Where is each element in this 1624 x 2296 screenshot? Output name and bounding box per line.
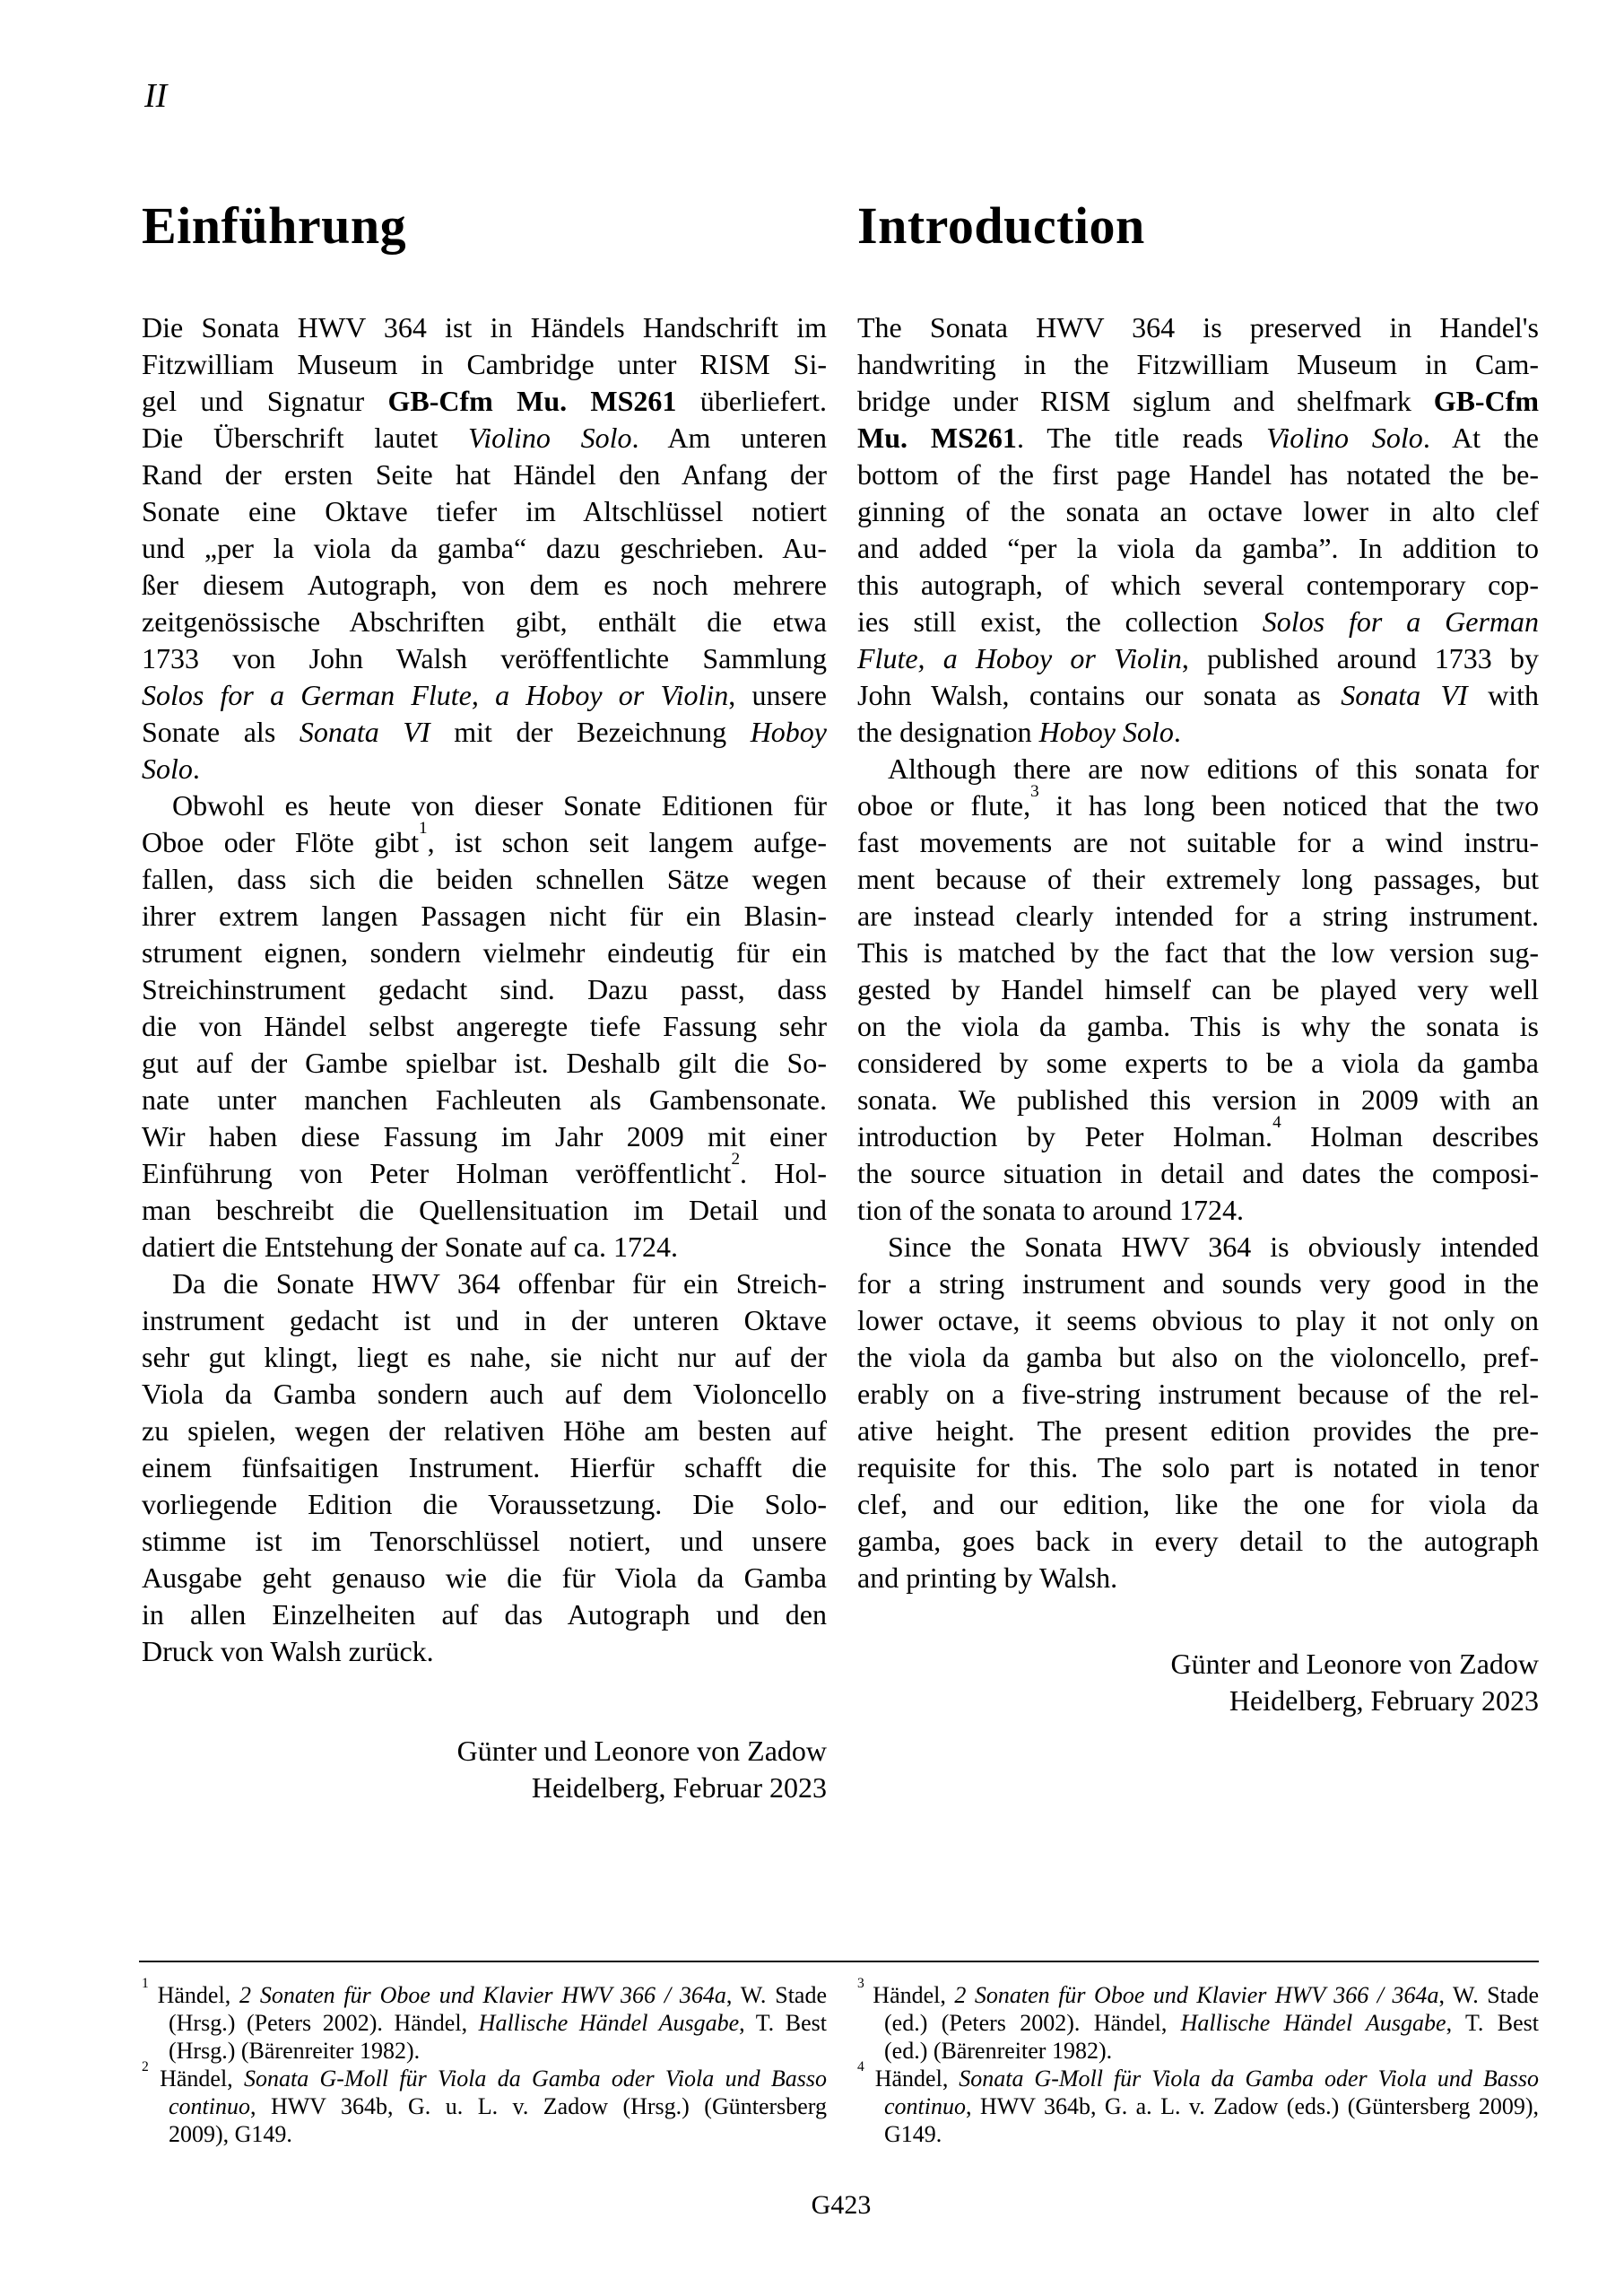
text-line	[884, 2092, 1539, 2120]
text-segment: und „per la viola da gamba“ dazu geschrieben. Au-	[142, 532, 827, 564]
text-line	[857, 677, 1539, 714]
text-line	[142, 787, 827, 824]
text-segment: GB-Cfm	[1433, 385, 1539, 417]
text-segment: Solos for a German Flute, a Hoboy or Violin	[142, 679, 729, 711]
text-line	[857, 1112, 1540, 1155]
text-line	[142, 1560, 827, 1596]
text-segment: Solo	[142, 752, 193, 785]
text-line	[857, 861, 1539, 898]
text-segment: ßer diesem Autograph, von dem es noch mehrere	[142, 569, 827, 601]
text-segment: Mu. MS261	[857, 422, 1017, 454]
text-segment: , published around 1733 by	[1181, 642, 1539, 674]
text-segment: . The title reads	[1016, 422, 1267, 454]
footnote-marker: 3	[857, 1975, 864, 1991]
text-line	[857, 751, 1539, 787]
text-segment: stimme ist im Tenorschlüssel notiert, und unsere	[142, 1525, 827, 1557]
text-segment: The Sonata HWV 364 is preserved in Handel's	[857, 311, 1539, 344]
text-segment: gamba, goes back in every detail to the autograph	[857, 1525, 1539, 1557]
english-signature-place-date: Heidelberg, February 2023	[1229, 1684, 1539, 1717]
text-line	[142, 640, 827, 677]
footnote-marker: 4	[857, 2058, 864, 2074]
text-line	[857, 567, 1539, 604]
text-segment: and added “per la viola da gamba”. In addition to	[857, 532, 1539, 564]
text-line	[169, 2009, 827, 2037]
text-line	[857, 1376, 1539, 1413]
text-segment: (ed.) (Peters 2002). Händel,	[884, 2010, 1181, 2036]
text-segment: , HWV 364b, G. u. L. v. Zadow (Hrsg.) (Güntersberg	[250, 2093, 827, 2119]
text-segment: the source situation in detail and dates the composi-	[857, 1157, 1539, 1189]
text-line	[142, 346, 827, 383]
text-line	[142, 1265, 827, 1302]
text-line	[857, 1082, 1539, 1118]
text-segment: , W. Stade	[725, 1982, 827, 2008]
text-line	[142, 971, 827, 1008]
text-segment: Sonata G-Moll für Viola da Gamba oder Viola und Basso	[244, 2066, 827, 2092]
text-line	[857, 309, 1539, 346]
text-segment: ment because of their extremely long passages, but	[857, 863, 1539, 895]
footnote-rule	[139, 1961, 1539, 1962]
text-line	[857, 898, 1539, 935]
english-column	[857, 196, 1539, 1719]
text-line	[857, 1045, 1539, 1082]
text-segment: , T. Best	[739, 2010, 827, 2036]
footnote-marker: 3	[1030, 781, 1039, 801]
german-heading: Einführung	[142, 196, 407, 255]
text-segment: sonata. We published this version in 2009 with an	[857, 1083, 1539, 1116]
text-line	[142, 818, 828, 861]
text-line	[142, 1008, 827, 1045]
text-segment: erably on a five-string instrument because of the rel-	[857, 1378, 1539, 1410]
text-segment: Da die Sonate HWV 364 offenbar für ein Streich-	[172, 1267, 827, 1300]
text-segment: 2 Sonaten für Oboe und Klavier HWV 366 / 364a	[954, 1982, 1439, 2008]
text-line	[142, 1045, 827, 1082]
text-segment: Sonata VI	[1341, 679, 1468, 711]
text-segment: Hoboy Solo	[1038, 716, 1174, 748]
footnote-marker: 2	[731, 1149, 741, 1169]
text-segment: Hallische Händel Ausgabe	[1180, 2010, 1446, 2036]
text-segment: fallen, dass sich die beiden schnellen Sätze wegen	[142, 863, 827, 895]
text-line	[169, 2092, 827, 2120]
german-signature-names: Günter und Leonore von Zadow	[456, 1735, 827, 1767]
english-paragraph-1	[857, 309, 1539, 751]
text-line	[142, 567, 827, 604]
text-line	[142, 1486, 827, 1523]
text-segment: Sonata G-Moll für Viola da Gamba oder Viola und Basso	[959, 2066, 1539, 2092]
text-segment: in allen Einzelheiten auf das Autograph und den	[142, 1598, 827, 1631]
text-line	[857, 1339, 1539, 1376]
text-segment: Sonate eine Oktave tiefer im Altschlüssel notiert	[142, 495, 827, 527]
text-line	[857, 1265, 1539, 1302]
text-line	[857, 1413, 1539, 1449]
text-segment: GB-Cfm Mu. MS261	[387, 385, 677, 417]
text-segment: Oboe oder Flöte gibt	[142, 826, 420, 858]
text-segment: , T. Best	[1446, 2010, 1539, 2036]
text-line	[142, 1596, 827, 1633]
text-line	[142, 420, 827, 457]
text-segment: , W. Stade	[1438, 1982, 1539, 2008]
text-segment: . Am unteren	[631, 422, 828, 454]
english-paragraph-2	[857, 751, 1539, 1229]
text-segment: Fitzwilliam Museum in Cambridge unter RISM Si-	[142, 348, 827, 380]
text-segment: continuo	[884, 2093, 966, 2119]
text-line	[857, 1449, 1539, 1486]
text-segment: zeitgenössische Abschriften gibt, enthält die etwa	[142, 605, 827, 638]
text-segment: Händel,	[148, 2066, 244, 2092]
text-line	[142, 1192, 827, 1229]
text-segment: Die Sonata HWV 364 ist in Händels Handschrift im	[142, 311, 827, 344]
text-segment: mit der Bezeichnung	[430, 716, 751, 748]
text-line	[142, 530, 827, 567]
text-line	[857, 604, 1539, 640]
text-segment: gel und Signatur	[142, 385, 388, 417]
text-segment: zu spielen, wegen der relativen Höhe am besten auf	[142, 1414, 827, 1447]
text-segment: it has long been noticed that the two	[1038, 789, 1540, 822]
text-segment: , HWV 364b, G. a. L. v. Zadow (eds.) (Güntersberg 2009),	[966, 2093, 1539, 2119]
text-segment: strument eignen, sondern vielmehr eindeutig für ein	[142, 936, 827, 969]
text-segment: on the viola da gamba. This is why the sonata is	[857, 1010, 1539, 1042]
text-line	[857, 346, 1539, 383]
text-segment: sehr gut klingt, liegt es nahe, sie nicht nur auf der	[142, 1341, 827, 1373]
text-segment: einem fünfsaitigen Instrument. Hierfür schafft die	[142, 1451, 827, 1483]
text-line	[142, 2058, 827, 2092]
text-segment: continuo	[169, 2093, 250, 2119]
german-signature-place-date: Heidelberg, Februar 2023	[531, 1771, 827, 1804]
text-segment: nate unter manchen Fachleuten als Gambensonate.	[142, 1083, 827, 1116]
text-line	[857, 1229, 1539, 1265]
text-line	[857, 824, 1539, 861]
text-segment: datiert die Entstehung der Sonate auf ca. 1724.	[142, 1231, 679, 1263]
text-line	[857, 1155, 1539, 1192]
text-segment: ihrer extrem langen Passagen nicht für ein Blasin-	[142, 900, 827, 932]
text-line	[142, 935, 827, 971]
german-paragraph-2	[142, 787, 827, 1265]
text-segment: the viola da gamba but also on the violoncello, pref-	[857, 1341, 1539, 1373]
text-segment: Hallische Händel Ausgabe	[478, 2010, 740, 2036]
text-segment: fast movements are not suitable for a wind instru-	[857, 826, 1539, 858]
text-segment: Sonata VI	[299, 716, 430, 748]
german-signature	[142, 1733, 827, 1806]
text-line	[142, 457, 827, 493]
text-line	[142, 493, 827, 530]
english-footnotes	[857, 1975, 1539, 2148]
footnote-marker: 1	[142, 1975, 149, 1991]
german-paragraph-3	[142, 1265, 827, 1670]
text-segment: ies still exist, the collection	[857, 605, 1263, 638]
text-segment: . At the	[1422, 422, 1540, 454]
text-line	[857, 640, 1539, 677]
text-segment: This is matched by the fact that the low version sug-	[857, 936, 1539, 969]
text-segment: this autograph, of which several contemporary cop-	[857, 569, 1539, 601]
text-line	[857, 1560, 1539, 1596]
text-segment: Streichinstrument gedacht sind. Dazu passt, dass	[142, 973, 827, 1005]
text-segment: John Walsh, contains our sonata as	[857, 679, 1342, 711]
text-line	[857, 1975, 1539, 2009]
german-paragraph-1	[142, 309, 827, 787]
footnote-marker: 4	[1272, 1112, 1281, 1132]
text-segment: tion of the sonata to around 1724.	[857, 1194, 1245, 1226]
text-segment: Violino Solo	[468, 422, 632, 454]
text-segment: lower octave, it seems obvious to play it not only on	[857, 1304, 1539, 1336]
text-line	[884, 2009, 1539, 2037]
text-segment: Druck von Walsh zurück.	[142, 1635, 434, 1667]
text-line	[857, 420, 1539, 457]
text-segment: bridge under RISM siglum and shelfmark	[857, 385, 1434, 417]
text-segment: bottom of the first page Handel has notated the be-	[857, 458, 1539, 491]
english-paragraph-3	[857, 1229, 1539, 1596]
text-line	[142, 1376, 827, 1413]
page-number: II	[144, 77, 168, 115]
text-segment: Die Überschrift lautet	[142, 422, 469, 454]
english-heading: Introduction	[857, 196, 1145, 255]
text-line	[142, 1229, 827, 1265]
text-segment: , unsere	[728, 679, 828, 711]
text-line	[884, 2120, 1539, 2148]
text-line	[857, 714, 1539, 751]
text-segment: Flute, a Hoboy or Violin	[857, 642, 1182, 674]
text-segment: are instead clearly intended for a string instrument.	[857, 900, 1539, 932]
text-line	[142, 1149, 828, 1192]
text-segment: G149.	[884, 2121, 942, 2147]
text-segment: Holman describes	[1281, 1120, 1540, 1152]
text-segment: Händel,	[148, 1982, 240, 2008]
text-segment: überliefert.	[676, 385, 828, 417]
text-line	[857, 1302, 1539, 1339]
text-line	[169, 2120, 827, 2148]
footnote-2	[142, 2058, 827, 2148]
text-segment: Wir haben diese Fassung im Jahr 2009 mit einer	[142, 1120, 827, 1152]
text-segment: (Hrsg.) (Peters 2002). Händel,	[169, 2010, 479, 2036]
text-line	[142, 1523, 827, 1560]
text-segment: 2009), G149.	[169, 2121, 292, 2147]
text-segment: Händel,	[864, 2066, 960, 2092]
text-line	[142, 604, 827, 640]
text-line	[142, 1118, 827, 1155]
text-segment: Although there are now editions of this sonata for	[888, 752, 1539, 785]
text-segment: Händel,	[864, 1982, 955, 2008]
text-line	[857, 383, 1539, 420]
text-line	[142, 1449, 827, 1486]
text-line	[857, 493, 1539, 530]
text-line	[142, 751, 827, 787]
text-segment: Hoboy	[750, 716, 827, 748]
text-segment: considered by some experts to be a viola da gamba	[857, 1047, 1539, 1079]
text-line	[169, 2037, 827, 2065]
text-segment: Einführung von Peter Holman veröffentlicht	[142, 1157, 732, 1189]
text-segment: vorliegende Edition die Voraussetzung. Die Solo-	[142, 1488, 827, 1520]
text-line	[857, 935, 1539, 971]
text-line	[142, 898, 827, 935]
text-segment: (ed.) (Bärenreiter 1982).	[884, 2038, 1113, 2064]
text-segment: . Hol-	[740, 1157, 828, 1189]
footnote-4	[857, 2058, 1539, 2148]
text-line	[142, 1975, 827, 2009]
text-line	[857, 1523, 1539, 1560]
text-segment: Ausgabe geht genauso wie die für Viola da Gamba	[142, 1561, 827, 1594]
text-line	[142, 1082, 827, 1118]
text-segment: Since the Sonata HWV 364 is obviously intended	[888, 1231, 1539, 1263]
text-segment: Viola da Gamba sondern auch auf dem Violoncello	[142, 1378, 827, 1410]
text-segment: oboe or flute,	[857, 789, 1031, 822]
text-segment: the designation	[857, 716, 1039, 748]
text-segment: Sonate als	[142, 716, 300, 748]
text-segment: Rand der ersten Seite hat Händel den Anfang der	[142, 458, 827, 491]
text-line	[142, 1413, 827, 1449]
text-line	[142, 677, 827, 714]
text-segment: clef, and our edition, like the one for viola da	[857, 1488, 1539, 1520]
text-line	[142, 714, 827, 751]
text-segment: .	[192, 752, 200, 785]
text-line	[142, 309, 827, 346]
text-segment: and printing by Walsh.	[857, 1561, 1118, 1594]
text-segment: ative height. The present edition provides the pre-	[857, 1414, 1539, 1447]
text-line	[142, 383, 827, 420]
text-segment: man beschreibt die Quellensituation im Detail und	[142, 1194, 827, 1226]
footnote-1	[142, 1975, 827, 2065]
german-footnotes	[142, 1975, 827, 2148]
text-line	[142, 861, 827, 898]
text-segment: ginning of the sonata an octave lower in alto clef	[857, 495, 1539, 527]
text-line	[857, 781, 1540, 824]
english-signature-names: Günter and Leonore von Zadow	[1170, 1648, 1539, 1680]
text-line	[857, 1486, 1539, 1523]
text-segment: (Hrsg.) (Bärenreiter 1982).	[169, 2038, 421, 2064]
text-segment: instrument gedacht ist und in der unteren Oktave	[142, 1304, 827, 1336]
english-signature	[857, 1646, 1539, 1719]
text-segment: 2 Sonaten für Oboe und Klavier HWV 366 / 364a	[239, 1982, 726, 2008]
text-segment: gested by Handel himself can be played very well	[857, 973, 1539, 1005]
text-line	[884, 2037, 1539, 2065]
text-segment: handwriting in the Fitzwilliam Museum in Cam-	[857, 348, 1539, 380]
text-segment: Violino Solo	[1266, 422, 1423, 454]
text-segment: gut auf der Gambe spielbar ist. Deshalb gilt die So-	[142, 1047, 827, 1079]
text-segment: Obwohl es heute von dieser Sonate Editionen für	[172, 789, 827, 822]
text-segment: 1733 von John Walsh veröffentlichte Sammlung	[142, 642, 827, 674]
text-segment: requisite for this. The solo part is notated in tenor	[857, 1451, 1539, 1483]
text-segment: .	[1173, 716, 1181, 748]
footnote-3	[857, 1975, 1539, 2065]
text-line	[857, 2058, 1539, 2092]
text-line	[857, 457, 1539, 493]
footnote-marker: 1	[419, 818, 428, 838]
text-segment: Solos for a German	[1262, 605, 1540, 638]
footnote-marker: 2	[142, 2058, 149, 2074]
text-segment: die von Händel selbst angeregte tiefe Fassung sehr	[142, 1010, 827, 1042]
text-line	[142, 1339, 827, 1376]
text-segment: , ist schon seit langem aufge-	[427, 826, 828, 858]
text-line	[857, 1192, 1539, 1229]
text-segment: with	[1467, 679, 1539, 711]
text-segment: for a string instrument and sounds very good in the	[857, 1267, 1539, 1300]
german-column	[142, 196, 827, 1806]
plate-number: G423	[811, 2190, 872, 2220]
text-line	[857, 530, 1539, 567]
text-segment: introduction by Peter Holman.	[857, 1120, 1273, 1152]
text-line	[857, 1008, 1539, 1045]
text-line	[857, 971, 1539, 1008]
text-line	[142, 1633, 827, 1670]
text-line	[142, 1302, 827, 1339]
